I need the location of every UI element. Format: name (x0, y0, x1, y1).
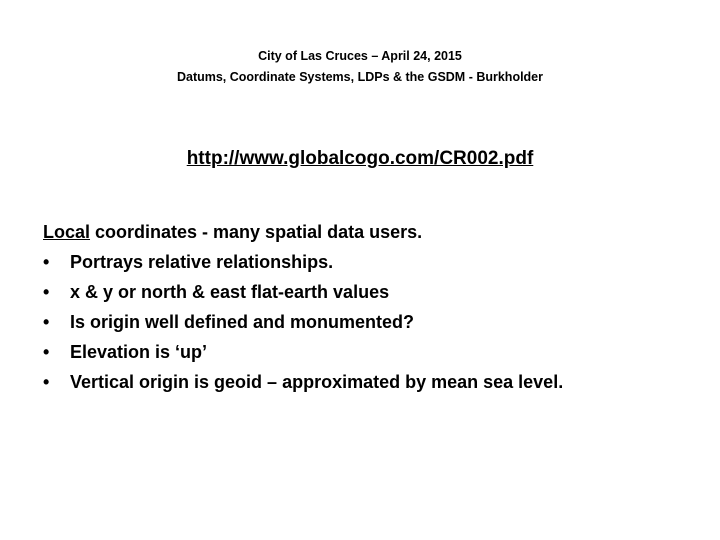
bullet-icon: • (43, 372, 50, 392)
slide-body (43, 217, 703, 397)
bullet-text: Is origin well defined and monumented? (70, 312, 415, 332)
link-container (0, 148, 720, 170)
header-line-1: City of Las Cruces – April 24, 2015 (258, 49, 462, 63)
bullet-icon: • (43, 312, 50, 332)
intro-line (43, 217, 703, 247)
bullet-list (43, 247, 703, 397)
pdf-link[interactable]: http://www.globalcogo.com/CR002.pdf (186, 148, 534, 169)
slide-header (0, 46, 720, 88)
header-line-2: Datums, Coordinate Systems, LDPs & the GSDM - Burkholder (176, 70, 544, 84)
bullet-item (43, 307, 703, 337)
bullet-text: Portrays relative relationships. (70, 252, 334, 272)
bullet-item (43, 337, 703, 367)
bullet-text: x & y or north & east flat-earth values (70, 282, 390, 302)
bullet-item (43, 277, 703, 307)
bullet-text: Elevation is ‘up’ (70, 342, 208, 362)
bullet-item (43, 247, 703, 277)
bullet-icon: • (43, 282, 50, 302)
intro-underlined-word: Local (43, 222, 91, 242)
bullet-icon: • (43, 342, 50, 362)
intro-rest: coordinates - many spatial data users. (90, 222, 423, 242)
bullet-item (43, 367, 703, 397)
bullet-text: Vertical origin is geoid – approximated by mean sea level. (70, 372, 564, 392)
bullet-icon: • (43, 252, 50, 272)
